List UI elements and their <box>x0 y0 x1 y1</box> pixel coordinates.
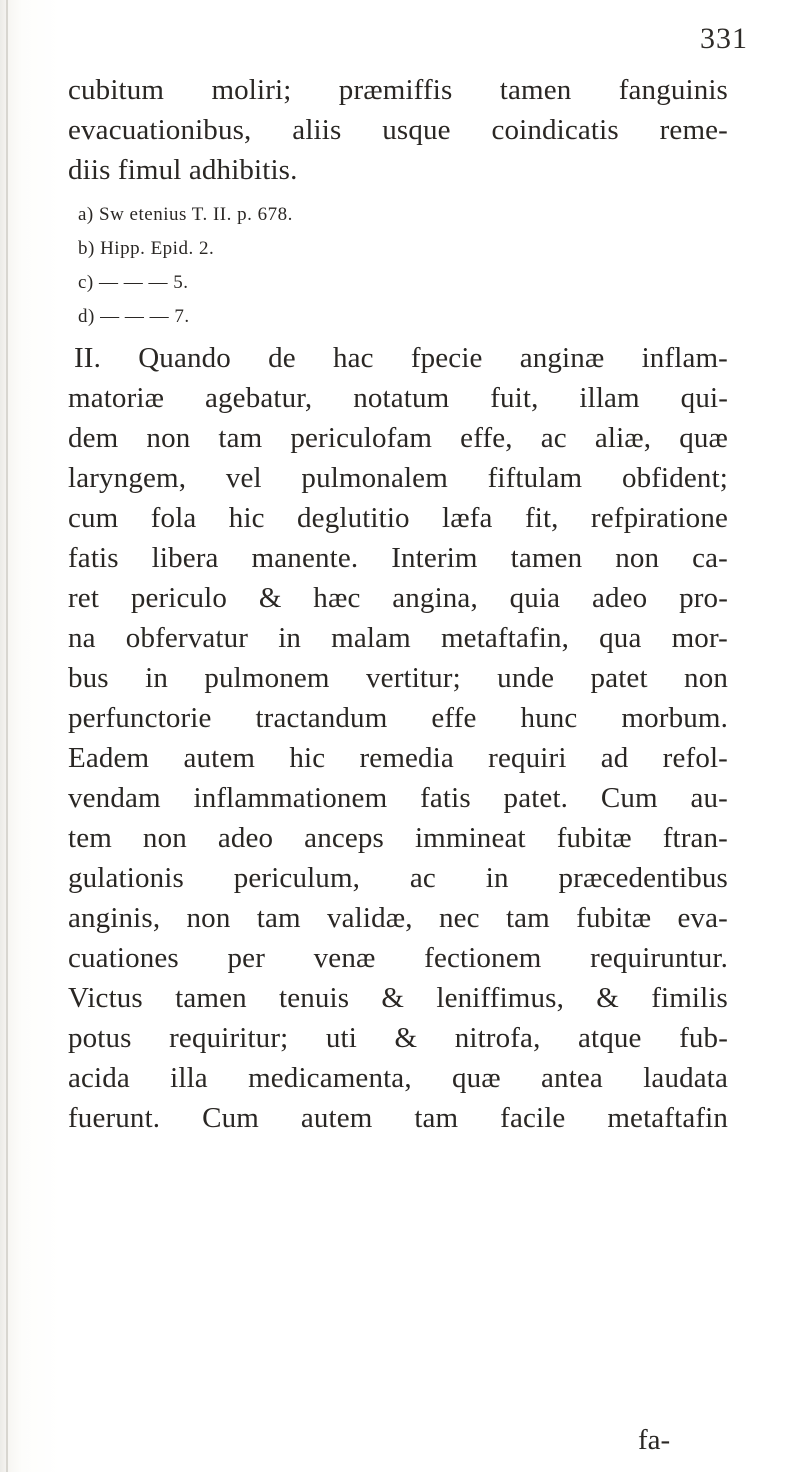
text-line: bus in pulmonem vertitur; unde patet non <box>68 662 728 694</box>
text-line: cum fola hic deglutitio læfa fit, refpiratione <box>68 502 728 534</box>
footnote-d: d) — — — 7. <box>78 306 190 327</box>
footnote-a: a) Sw etenius T. II. p. 678. <box>78 204 293 225</box>
text-line: matoriæ agebatur, notatum fuit, illam qui- <box>68 382 728 414</box>
text-line: cuationes per venæ fectionem requiruntur. <box>68 942 728 974</box>
text-line: anginis, non tam validæ, nec tam fubitæ eva- <box>68 902 728 934</box>
text-line: diis fimul adhibitis. <box>68 154 298 186</box>
footnote-b: b) Hipp. Epid. 2. <box>78 238 215 259</box>
text-line: Eadem autem hic remedia requiri ad refol- <box>68 742 728 774</box>
text-line: acida illa medicamenta, quæ antea laudata <box>68 1062 728 1094</box>
text-line: perfunctorie tractandum effe hunc morbum. <box>68 702 728 734</box>
text-line: potus requiritur; uti & nitrofa, atque fub- <box>68 1022 728 1054</box>
text-line: II. Quando de hac fpecie anginæ inflam- <box>74 342 728 374</box>
text-line: na obfervatur in malam metaftafin, qua mor- <box>68 622 728 654</box>
text-line: ret periculo & hæc angina, quia adeo pro- <box>68 582 728 614</box>
text-block <box>68 70 728 1138</box>
text-line: evacuationibus, aliis usque coindicatis reme- <box>68 114 728 146</box>
page-number: 331 <box>700 22 748 55</box>
text-line: dem non tam periculofam effe, ac aliæ, quæ <box>68 422 728 454</box>
paragraph-section-ii <box>68 338 728 1138</box>
text-line: laryngem, vel pulmonalem fiftulam obfident; <box>68 462 728 494</box>
text-line: fuerunt. Cum autem tam facile metaftafin <box>68 1102 728 1134</box>
text-line: gulationis periculum, ac in præcedentibus <box>68 862 728 894</box>
paragraph-continuation <box>68 70 728 190</box>
text-line: fatis libera manente. Interim tamen non ca- <box>68 542 728 574</box>
text-line: tem non adeo anceps immineat fubitæ ftran- <box>68 822 728 854</box>
footnote-c: c) — — — 5. <box>78 272 189 293</box>
text-line: Victus tamen tenuis & leniffimus, & fimilis <box>68 982 728 1014</box>
binding-gutter <box>6 0 8 1472</box>
footnotes <box>68 198 728 334</box>
text-line: vendam inflammationem fatis patet. Cum au- <box>68 782 728 814</box>
text-line: cubitum moliri; præmiffis tamen fanguinis <box>68 74 728 106</box>
catchword: fa- <box>638 1424 671 1456</box>
